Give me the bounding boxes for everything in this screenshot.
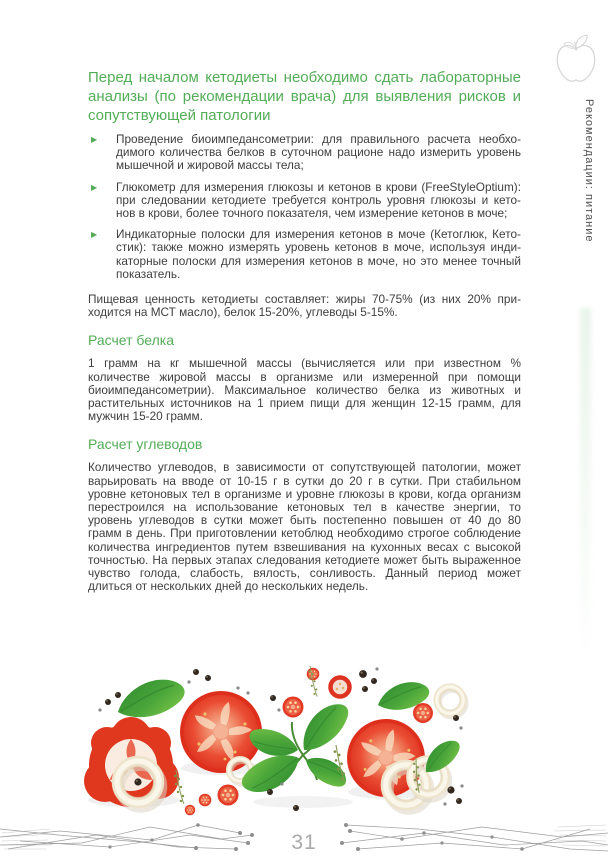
right-edge-tint [580,308,591,658]
sidebar-vertical-label: Рекомендации: питание [583,99,595,243]
nutrition-paragraph: Пищевая ценность кетодиеты составляет: жиры 70-75% (из них 20% при-ходится на МСТ масло), белок 15-20%, углеводы 5-15%. [88,292,521,320]
apple-outline-icon [553,33,599,85]
bullet-text: Индикаторные полоски для измерения кетонов в моче (Кетоглюк, Кето- стик): также можно измерять уровень кетонов в моче, используя инди- каторные полоски для измерения кетонов в моче, но это менее точный показатель. [116,227,521,281]
protein-section-heading: Расчет белка [88,332,174,349]
fresh-vegetables-photo-strip [68,660,490,816]
triangle-bullet-icon: ▶ [91,182,98,192]
list-item [88,228,521,281]
carbs-section-heading: Расчет углеводов [88,436,203,453]
triangle-bullet-icon: ▶ [91,135,98,144]
list-item [88,181,521,221]
triangle-bullet-icon: ▶ [91,230,98,240]
bullet-text: Проведение биоимпедансометрии: для правильного расчета необхо-димого количества белков в суточном рационе надо измерить уровень мышечной и жировой массы тела; [116,132,521,173]
bullet-text: Глюкометр для измерения глюкозы и кетонов в крови (FreeStyleOptium): при следовании кетодиете требуется контроль уровня глюкозы и кето- нов в крови, более точного показателя, чем измерение кетонов в моче; [116,179,521,221]
protein-section-body: 1 грамм на кг мышечной массы (вычисляется или при известном % количестве жировой массы в организме или измеренной при помощи биоимпедансометрии). Максимальное количество белка из животных и растительных источников на 1 прием пищи для женщин 12-15 грамм, для мужчин 15-20 грамм. [88,356,521,424]
main-content [88,68,521,603]
intro-heading: Перед началом кетодиеты необходимо сдать лабораторные анализы (по рекомендации врача) для выявления рисков и сопутствующей патологии [88,69,521,124]
carbs-section-body: Количество углеводов, в зависимости от сопутствующей патологии, может варьировать на вводе от 10-15 г в сутки до 20 г в сутки. При стабильном уровне кетоновых тел в организме и уровне глюкозы в крови, когда организм перестроился на использование кетоновых тел в качестве энергии, то уровень углеводов в сутки может быть постепенно повышен от 40 до 80 грамм в день. При приготовлении кетоблюд необходимо строгое соблюдение количества ингредиентов путем взвешивания на кухонных весах с высокой точностью. На первых этапах следования кетодиете может быть выраженное чувство голода, слабость, вялость, сонливость. Данный период может длиться от нескольких дней до нескольких недель. [88,460,521,594]
list-item [88,133,521,173]
page-number: 31 [291,831,317,854]
bullet-list [88,133,521,281]
